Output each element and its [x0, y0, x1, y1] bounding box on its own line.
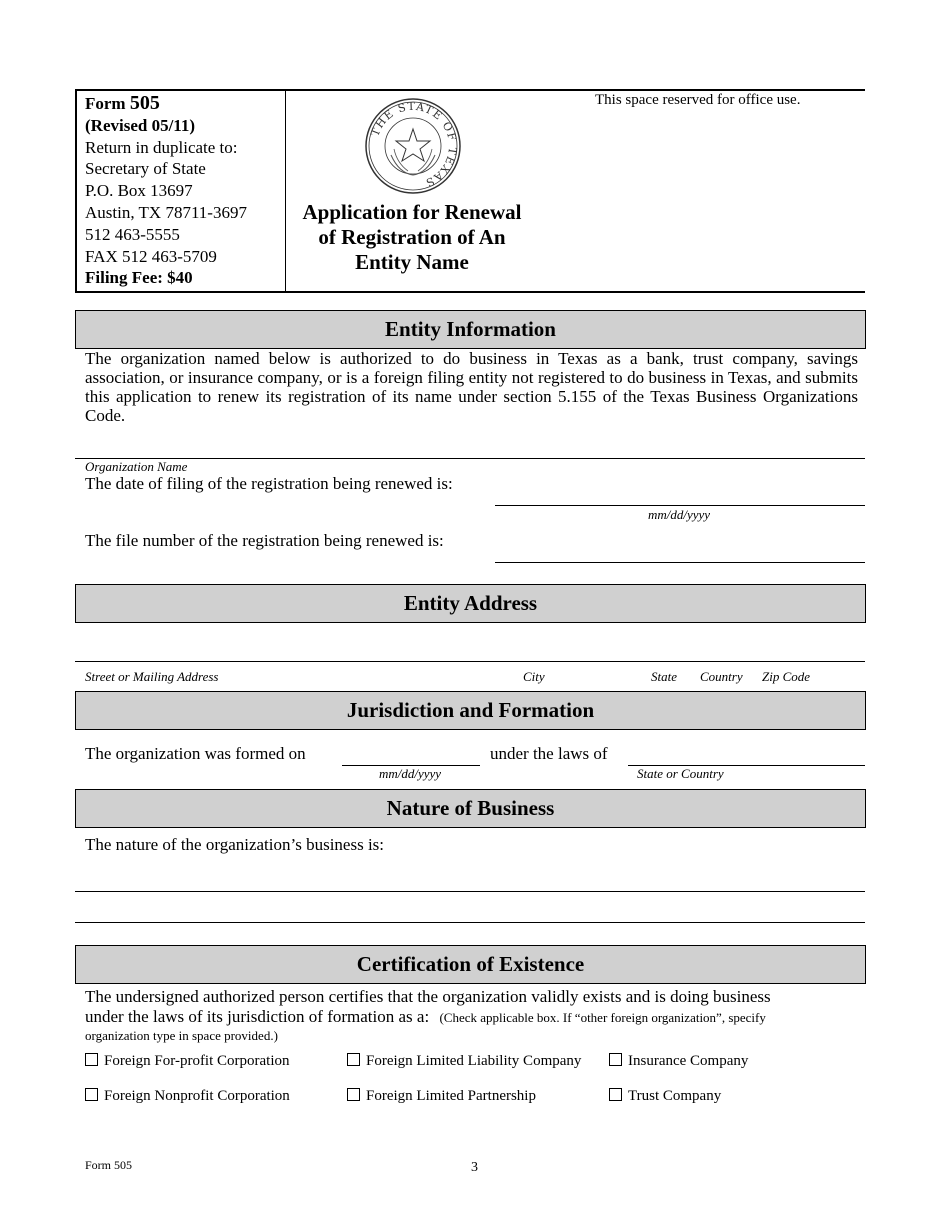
section-certification-of-existence: Certification of Existence	[75, 945, 866, 984]
filing-fee: Filing Fee: $40	[85, 268, 193, 288]
state-or-country-label: State or Country	[637, 766, 724, 781]
under-laws-text: under the laws of	[490, 744, 608, 763]
checkbox-foreign-nonprofit-corporation[interactable]: Foreign Nonprofit Corporation	[85, 1088, 290, 1105]
city-label: City	[523, 669, 545, 684]
checkbox-foreign-for-profit-corporation[interactable]: Foreign For-profit Corporation	[85, 1053, 290, 1070]
nature-field-line-2[interactable]	[75, 922, 865, 923]
header-left-border	[75, 89, 77, 293]
country-label: Country	[700, 669, 743, 684]
file-number-text: The file number of the registration being renewed is:	[85, 531, 444, 550]
section-nature-of-business: Nature of Business	[75, 789, 866, 828]
section-entity-information: Entity Information	[75, 310, 866, 349]
filing-date-format: mm/dd/yyyy	[648, 507, 711, 522]
address-line: Austin, TX 78711-3697	[85, 202, 247, 222]
form-info-block	[85, 93, 247, 289]
form-number: Form 505	[85, 92, 160, 114]
form-title: Application for Renewal of Registration of An Entity Name	[302, 200, 522, 274]
checkbox-box[interactable]	[85, 1053, 98, 1066]
nature-field-line-1[interactable]	[75, 891, 865, 892]
filing-date-text: The date of filing of the registration being renewed is:	[85, 474, 453, 493]
certification-statement: The undersigned authorized person certifies that the organization validly exists and is doing business under the laws of its jurisdiction of formation as a: (Check applicable box. If “other foreign organization”, specify organization type in space provided.)	[85, 987, 771, 1043]
address-line: P.O. Box 13697	[85, 181, 193, 201]
checkbox-box[interactable]	[347, 1053, 360, 1066]
office-use-note: This space reserved for office use.	[595, 92, 801, 108]
checkbox-box[interactable]	[609, 1053, 622, 1066]
header-bottom-rule	[75, 291, 865, 293]
filing-date-field[interactable]	[495, 505, 865, 506]
texas-seal-icon	[364, 97, 462, 195]
address-field-line[interactable]	[75, 661, 865, 662]
file-number-field[interactable]	[495, 562, 865, 563]
revised-date: (Revised 05/11)	[85, 115, 196, 135]
zip-code-label: Zip Code	[762, 669, 811, 684]
header-divider	[285, 89, 286, 293]
checkbox-box[interactable]	[85, 1088, 98, 1101]
street-label: Street or Mailing Address	[85, 669, 219, 684]
address-line: Secretary of State	[85, 159, 206, 179]
state-label: State	[651, 669, 677, 684]
checkbox-box[interactable]	[347, 1088, 360, 1101]
address-line: 512 463-5555	[85, 224, 180, 244]
page-number: 3	[471, 1160, 478, 1175]
organization-name-field[interactable]	[75, 458, 865, 459]
address-line: FAX 512 463-5709	[85, 246, 217, 266]
svg-text:THE STATE OF TEXAS: THE STATE OF TEXAS	[368, 99, 460, 190]
checkbox-box[interactable]	[609, 1088, 622, 1101]
organization-name-label: Organization Name	[85, 459, 188, 474]
footer-form-label: Form 505	[85, 1158, 133, 1172]
checkbox-insurance-company[interactable]: Insurance Company	[609, 1053, 748, 1070]
checkbox-trust-company[interactable]: Trust Company	[609, 1088, 721, 1105]
formation-date-format: mm/dd/yyyy	[379, 766, 442, 781]
header-top-rule	[75, 89, 865, 91]
address-line: Return in duplicate to:	[85, 137, 238, 157]
section-jurisdiction-formation: Jurisdiction and Formation	[75, 691, 866, 730]
nature-text: The nature of the organization’s business is:	[85, 835, 385, 854]
checkbox-foreign-llc[interactable]: Foreign Limited Liability Company	[347, 1053, 581, 1070]
section-entity-address: Entity Address	[75, 584, 866, 623]
entity-info-paragraph: The organization named below is authorized to do business in Texas as a bank, trust company, savings association, or insurance company, or is a foreign filing entity not registered to do business in Texas, and submits this application to renew its registration of its name under section 5.155 of the Texas Business Organizations Code.	[85, 349, 858, 425]
formed-on-text: The organization was formed on	[85, 744, 306, 763]
checkbox-foreign-limited-partnership[interactable]: Foreign Limited Partnership	[347, 1088, 536, 1105]
